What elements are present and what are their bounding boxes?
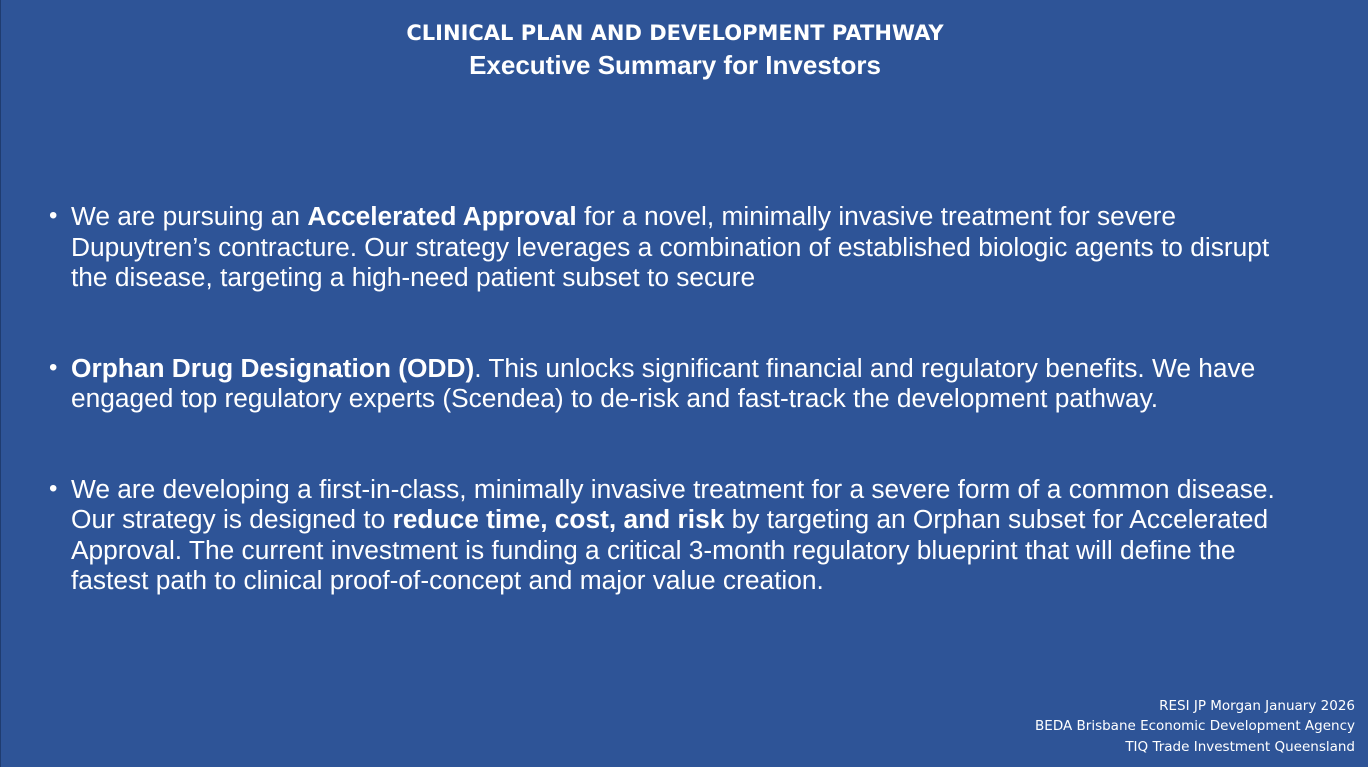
footer-line-tiq: TIQ Trade Investment Queensland <box>1125 738 1355 755</box>
footer-line-event: RESI JP Morgan January 2026 <box>1159 697 1355 714</box>
bullet-dot-icon: • <box>49 353 58 381</box>
bullet-accelerated-approval <box>49 201 1309 293</box>
bullet-text: We are developing a first-in-class, minimally invasive treatment for a severe form of a common disease. Our strategy is designed to <box>71 473 1275 534</box>
footer-line-beda: BEDA Brisbane Economic Development Agency <box>1035 718 1355 734</box>
bullet-bold-text: reduce time, cost, and risk <box>392 504 725 534</box>
bullet-first-in-class <box>49 474 1309 596</box>
bullet-orphan-drug-designation <box>49 353 1309 414</box>
bullet-text: for a novel, minimally invasive treatment for severe Dupuytren’s contracture. Our strategy leverages a combination of established biologic agents to disrupt the disease, targeting a high-need patient subset to secure <box>71 201 1270 292</box>
bullet-bold-text: Accelerated Approval <box>307 201 577 231</box>
bullet-bold-text: Orphan Drug Designation (ODD) <box>71 352 475 383</box>
footer-credits <box>1035 696 1355 758</box>
bullet-text: We are pursuing an <box>71 201 308 231</box>
slide-subtitle: Executive Summary for Investors <box>469 50 881 80</box>
bullet-dot-icon: • <box>49 474 58 502</box>
slide-title: CLINICAL PLAN AND DEVELOPMENT PATHWAY <box>406 21 944 45</box>
bullet-text: by targeting an Orphan subset for Accelerated Approval. The current investment is funding a critical 3-month regulatory blueprint that will define the fastest path to clinical proof-of-concept and major value creation. <box>71 504 1269 595</box>
bullet-dot-icon: • <box>49 202 58 229</box>
bullet-list <box>49 201 1309 596</box>
bullet-text: . This unlocks significant financial and regulatory benefits. We have engaged top regulatory experts (Scendea) to de-risk and fast-track the development pathway. <box>71 352 1256 413</box>
